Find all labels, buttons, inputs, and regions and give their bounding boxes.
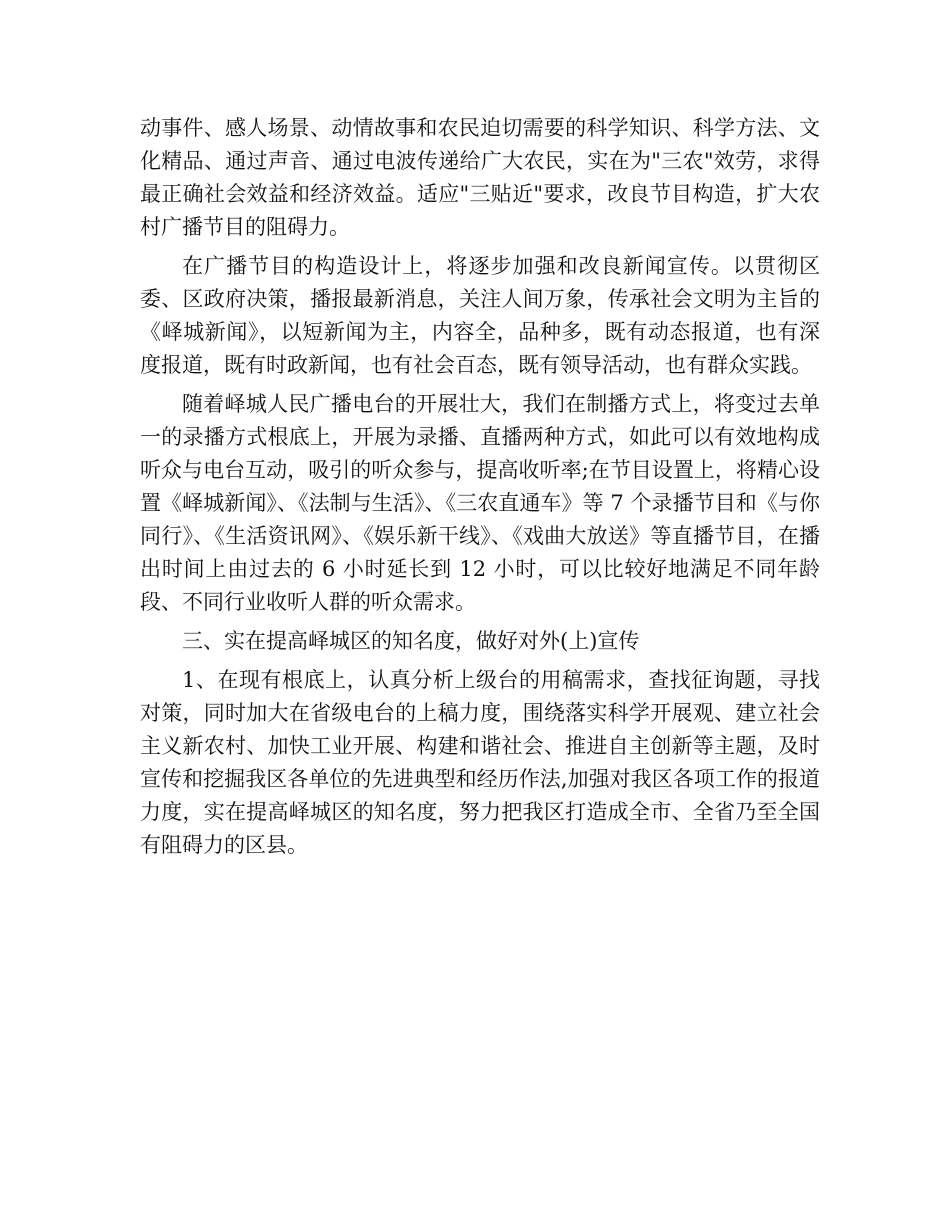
document-page (140, 112, 820, 868)
paragraph-4: 1、在现有根底上，认真分析上级台的用稿需求，查找征询题，寻找对策，同时加大在省级电台的上稿力度，围绕落实科学开展观、建立社会主义新农村、加快工业开展、构建和谐社会、推进自主创新等主题，及时宣传和挖掘我区各单位的先进典型和经历作法,加强对我区各项工作的报道力度，实在提高峄城区的知名度，努力把我区打造成全市、全省乃至全国有阻碍力的区县。 (140, 668, 820, 857)
paragraph-3: 随着峄城人民广播电台的开展壮大，我们在制播方式上，将变过去单一的录播方式根底上，开展为录播、直播两种方式，如此可以有效地构成听众与电台互动，吸引的听众参与，提高收听率;在节目设置上，将精心设置《峄城新闻》、《法制与生活》、《三农直通车》等 7 个录播节目和《与你同行》、《生活资讯网》、《娱乐新干线》、《戏曲大放送》等直播节目，在播出时间上由过去的 6 小时延长到 12 小时，可以比较好地满足不同年龄段、不同行业收听人群的听众需求。 (140, 392, 820, 614)
paragraph-1: 动事件、感人场景、动情故事和农民迫切需要的科学知识、科学方法、文化精品、通过声音、通过电波传递给广大农民，实在为"三农"效劳，求得最正确社会效益和经济效益。适应"三贴近"要求，改良节目构造，扩大农村广播节目的阻碍力。 (140, 116, 820, 239)
paragraph-2: 在广播节目的构造设计上，将逐步加强和改良新闻宣传。以贯彻区委、区政府决策，播报最新消息，关注人间万象，传承社会文明为主旨的《峄城新闻》，以短新闻为主，内容全，品种多，既有动态报道，也有深度报道，既有时政新闻，也有社会百态，既有领导活动，也有群众实践。 (140, 254, 820, 377)
section-heading-3: 三、实在提高峄城区的知名度，做好对外(上)宣传 (182, 629, 640, 653)
